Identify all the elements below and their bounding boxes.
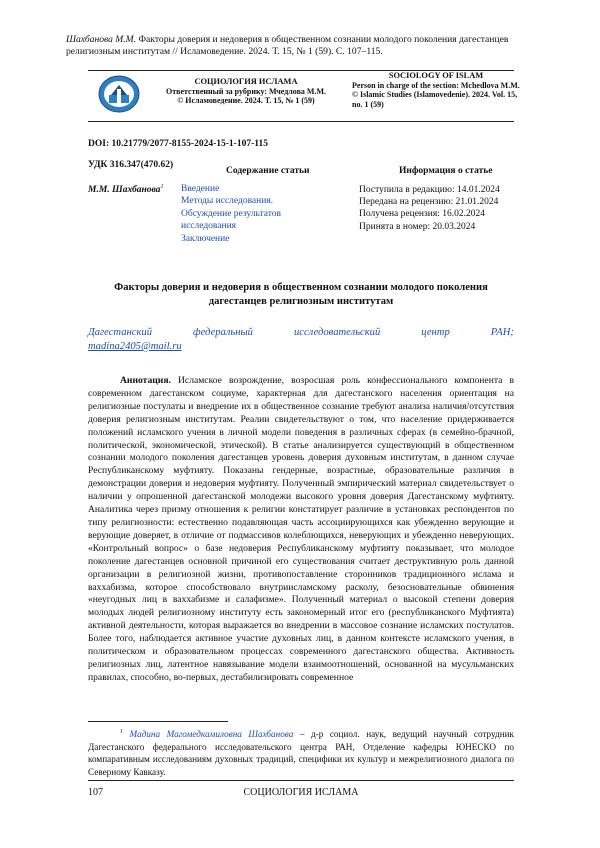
rubric-ru-editor: Ответственный за рубрику: Мчедлова М.М. (165, 86, 326, 96)
running-head (66, 34, 536, 58)
toc-heading: Содержание статьи (226, 166, 310, 176)
rubric-ru-copyright: © Исламоведение. 2024. Т. 15, № 1 (59) (177, 96, 315, 105)
info-sent-review: Передана на рецензию: 21.01.2024 (359, 197, 499, 208)
rubric-ru (147, 77, 345, 106)
toc-link-discussion-cont[interactable]: исследования (181, 221, 237, 232)
footnote-text: – д-р социол. наук, ведущий научный сотрудник Дагестанского федерального исследовательского центра РАН, Отделение кафедры ЮНЕСКО по компаративным исследованиям духовных традиций, специфики их культур и межрелигиозного диалога по Северному Кавказу. (88, 729, 515, 777)
rubric-en-title: SOCIOLOGY OF ISLAM (388, 71, 484, 80)
running-head-author: Шахбанова М.М. (66, 34, 137, 45)
rubric-en-copyright: © Islamic Studies (Islamovedenie). 2024. Vol. 15, no. 1 (59) (352, 90, 518, 109)
affiliation (88, 326, 514, 354)
udk-code: УДК 316.347(470.62) (88, 160, 174, 170)
info-review-received: Получена рецензия: 16.02.2024 (359, 209, 485, 220)
abstract-text: Исламское возрождение, возросшая роль конфессионального компонента в современном дагестанском социуме, характерная для дагестанского населения ориентация на религиозные постулаты и внедрение их в общественное сознание требуют анализа наличия/отсутствия доверия религиозным институтам. Реалии свидетельствуют о том, что население придерживается положений исламского учения в личной модели поведения в различных сферах (в семейно-брачной, политической, экономической, этической). В статье анализируется существующий в общественном сознании молодого поколения дагестанцев уровень доверия духовным институтам, в данном случае Республиканскому муфтияту. Показаны гендерные, возрастные, образовательные различия в демонстрации доверия и недоверия муфтияту. Полученный эмпирический материал свидетельствует о наличии у опрошенной дагестанской молодежи высокого уровня доверия Дагестанскому муфтияту. Аналитика через призму отношения к религии констатирует различие в установках респондентов по типу религиозности: естественно подавляющая часть ассоциирующихся как убежденно верующие и верующие доверяет, в отличие от подмассивов колеблющихся, неверующих и убежденно неверующих. «Контрольный вопрос» о базе недоверия Республиканскому муфтияту показывает, что молодое поколение дагестанцев основной причиной его существования считает деструктивную роль данной организации в религиозной жизни, противопоставление сторонников традиционного ислама и ваххабизма, которое способствовало внутриисламскому расколу, безосновательные обвинения «неугодных лиц в ваххабизме и салафизме». Полученный материал о высокой степени доверия молодых людей религиозному институту есть закономерный итог его (республиканского Муфтията) активной деятельности, которая выражается во внедрении в массовое сознание исламских постулатов. Более того, наблюдается активное участие духовных лиц, в данном контексте исламского учения, в политическом и образовательном процессах современного дагестанского общества. Активность религиозных лиц, латентное навязывание модели взаимоотношений, основанной на мусульманских правилах, способно, во-первых, дестабилизировать современное (88, 375, 514, 683)
footer-rule (88, 780, 514, 781)
affiliation-word: центр (421, 327, 450, 338)
article-info (359, 184, 539, 233)
info-accepted: Принята в номер: 20.03.2024 (359, 221, 476, 232)
article-title: Факторы доверия и недоверия в общественном сознании молодого поколения дагестанцев религиозным институтам (114, 282, 488, 307)
footnote-mark: 1 (120, 729, 123, 735)
author-email-link[interactable]: madina2405@mail.ru (88, 341, 182, 352)
author-name: М.М. Шахбанова (88, 185, 161, 196)
author-footnote-mark[interactable]: 1 (160, 184, 164, 190)
page-number: 107 (88, 787, 103, 798)
doi[interactable]: DOI: 10.21779/2077-8155-2024-15-1-107-115 (88, 139, 268, 149)
affiliation-word: Дагестанский (88, 327, 153, 338)
rubric-ru-title: СОЦИОЛОГИЯ ИСЛАМА (194, 77, 298, 86)
footer-journal-section: СОЦИОЛОГИЯ ИСЛАМА (243, 787, 359, 798)
table-of-contents (181, 183, 331, 245)
author-footnote (88, 726, 514, 778)
footnote-author-name: Мадина Магомедкамиловна Шахбанова (129, 729, 294, 740)
toc-link-introduction[interactable]: Введение (181, 184, 220, 194)
affiliation-word: федеральный (193, 327, 253, 338)
affiliation-word: исследовательский (293, 327, 381, 338)
running-head-citation: Факторы доверия и недоверия в общественном сознании молодого поколения дагестанцев религиозным институтам // Исламоведение. 2024. Т. 15, № 1 (59). С. 107–115. (66, 34, 509, 57)
journal-logo-icon (97, 74, 141, 114)
toc-link-methods[interactable]: Методы исследования. (181, 196, 274, 207)
footnote-rule (88, 721, 228, 722)
rubric-en-editor: Person in charge of the section: Mchedlova M.M. (352, 80, 520, 90)
toc-link-conclusion[interactable]: Заключение (181, 233, 230, 244)
info-received: Поступила в редакцию: 14.01.2024 (359, 185, 500, 195)
info-heading: Информация о статье (399, 166, 493, 176)
rubric-en (352, 71, 520, 109)
author-byline (88, 184, 163, 195)
abstract-label: Аннотация. (120, 375, 171, 386)
abstract (88, 375, 514, 685)
toc-link-discussion[interactable]: Обсуждение результатов (181, 208, 281, 219)
affiliation-word: РАН; (490, 327, 514, 338)
header-bottom-rule (88, 121, 514, 122)
